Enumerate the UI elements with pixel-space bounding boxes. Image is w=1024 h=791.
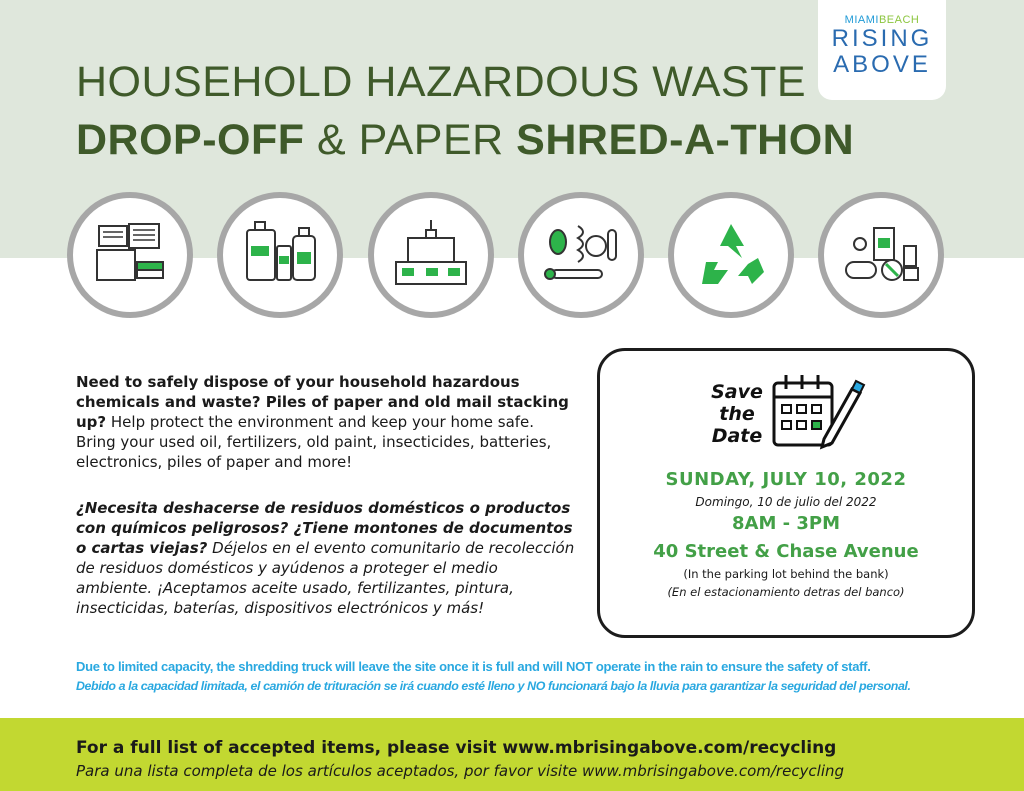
title-dropoff: DROP-OFF [76,116,305,164]
capacity-notice: Due to limited capacity, the shredding truck will leave the site once it is full and will NOT operate in the rain to ensure the safety of staff. [76,659,871,674]
cans-and-paint-icon [818,192,944,318]
page-title-line1: HOUSEHOLD HAZARDOUS WASTE [76,58,807,106]
parking-lot-note: (In the parking lot behind the bank) [683,567,889,581]
english-description-regular: Help protect the environment and keep your home safe. Bring your used oil, fertilizers, old paint, insecticides, batteries, electronics, piles of paper and more! [76,413,552,471]
title-shredathon: SHRED-A-THON [516,116,855,164]
event-date-spanish: Domingo, 10 de julio del 2022 [695,495,877,509]
save-the-date-text [706,381,768,447]
event-date: SUNDAY, JULY 10, 2022 [665,469,907,490]
parking-lot-note-spanish: (En el estacionamiento detras del banco) [667,585,905,599]
event-location: 40 Street & Chase Avenue [653,541,919,562]
light-bulbs-icon [518,192,644,318]
english-description-bold: Need to safely dispose of your household hazardous chemicals and waste? Piles of paper and old mail stacking up? [76,373,569,431]
logo-above: ABOVE [833,51,931,78]
logo-miami: MIAMI [844,14,879,26]
title-and-paper: & PAPER [304,116,517,164]
batteries-icon [368,192,494,318]
recycle-icon [668,192,794,318]
calendar-pencil-icon [770,371,866,455]
page-title-line2 [76,116,854,165]
english-description [76,372,576,472]
event-time: 8AM - 3PM [732,513,840,534]
save-word: Save [711,381,763,403]
miami-beach-rising-above-logo [818,0,946,100]
logo-rising: RISING [831,25,933,52]
logo-beach: BEACH [878,14,920,26]
chemical-bottles-icon [217,192,343,318]
save-the-date-box [597,348,975,638]
spanish-description [76,498,576,618]
date-word: Date [711,425,763,447]
spanish-description-regular: Déjelos en el evento comunitario de recolección de residuos domésticos y ayúdenos a proteger el medio ambiente. ¡Aceptamos aceite usado, fertilizantes, pintura, insecticidas, baterías, dispositivos electrónicos y más! [76,539,575,617]
capacity-notice-spanish: Debido a la capacidad limitada, el camión de trituración se irá cuando esté lleno y NO funcionará bajo la lluvia para garantizar la seguridad del personal. [76,679,911,693]
spanish-description-bold: ¿Necesita deshacerse de residuos domésticos o productos con químicos peligrosos? ¿Tiene montones de documentos o cartas viejas? [76,499,573,557]
footer-website-note: For a full list of accepted items, please visit www.mbrisingabove.com/recycling [76,738,837,758]
footer-band [0,718,1024,791]
the-word: the [719,403,755,425]
item-icons-row [0,192,1024,322]
paper-documents-icon [67,192,193,318]
footer-website-note-spanish: Para una lista completa de los artículos aceptados, por favor visite www.mbrisingabove.com/recycling [76,762,845,780]
